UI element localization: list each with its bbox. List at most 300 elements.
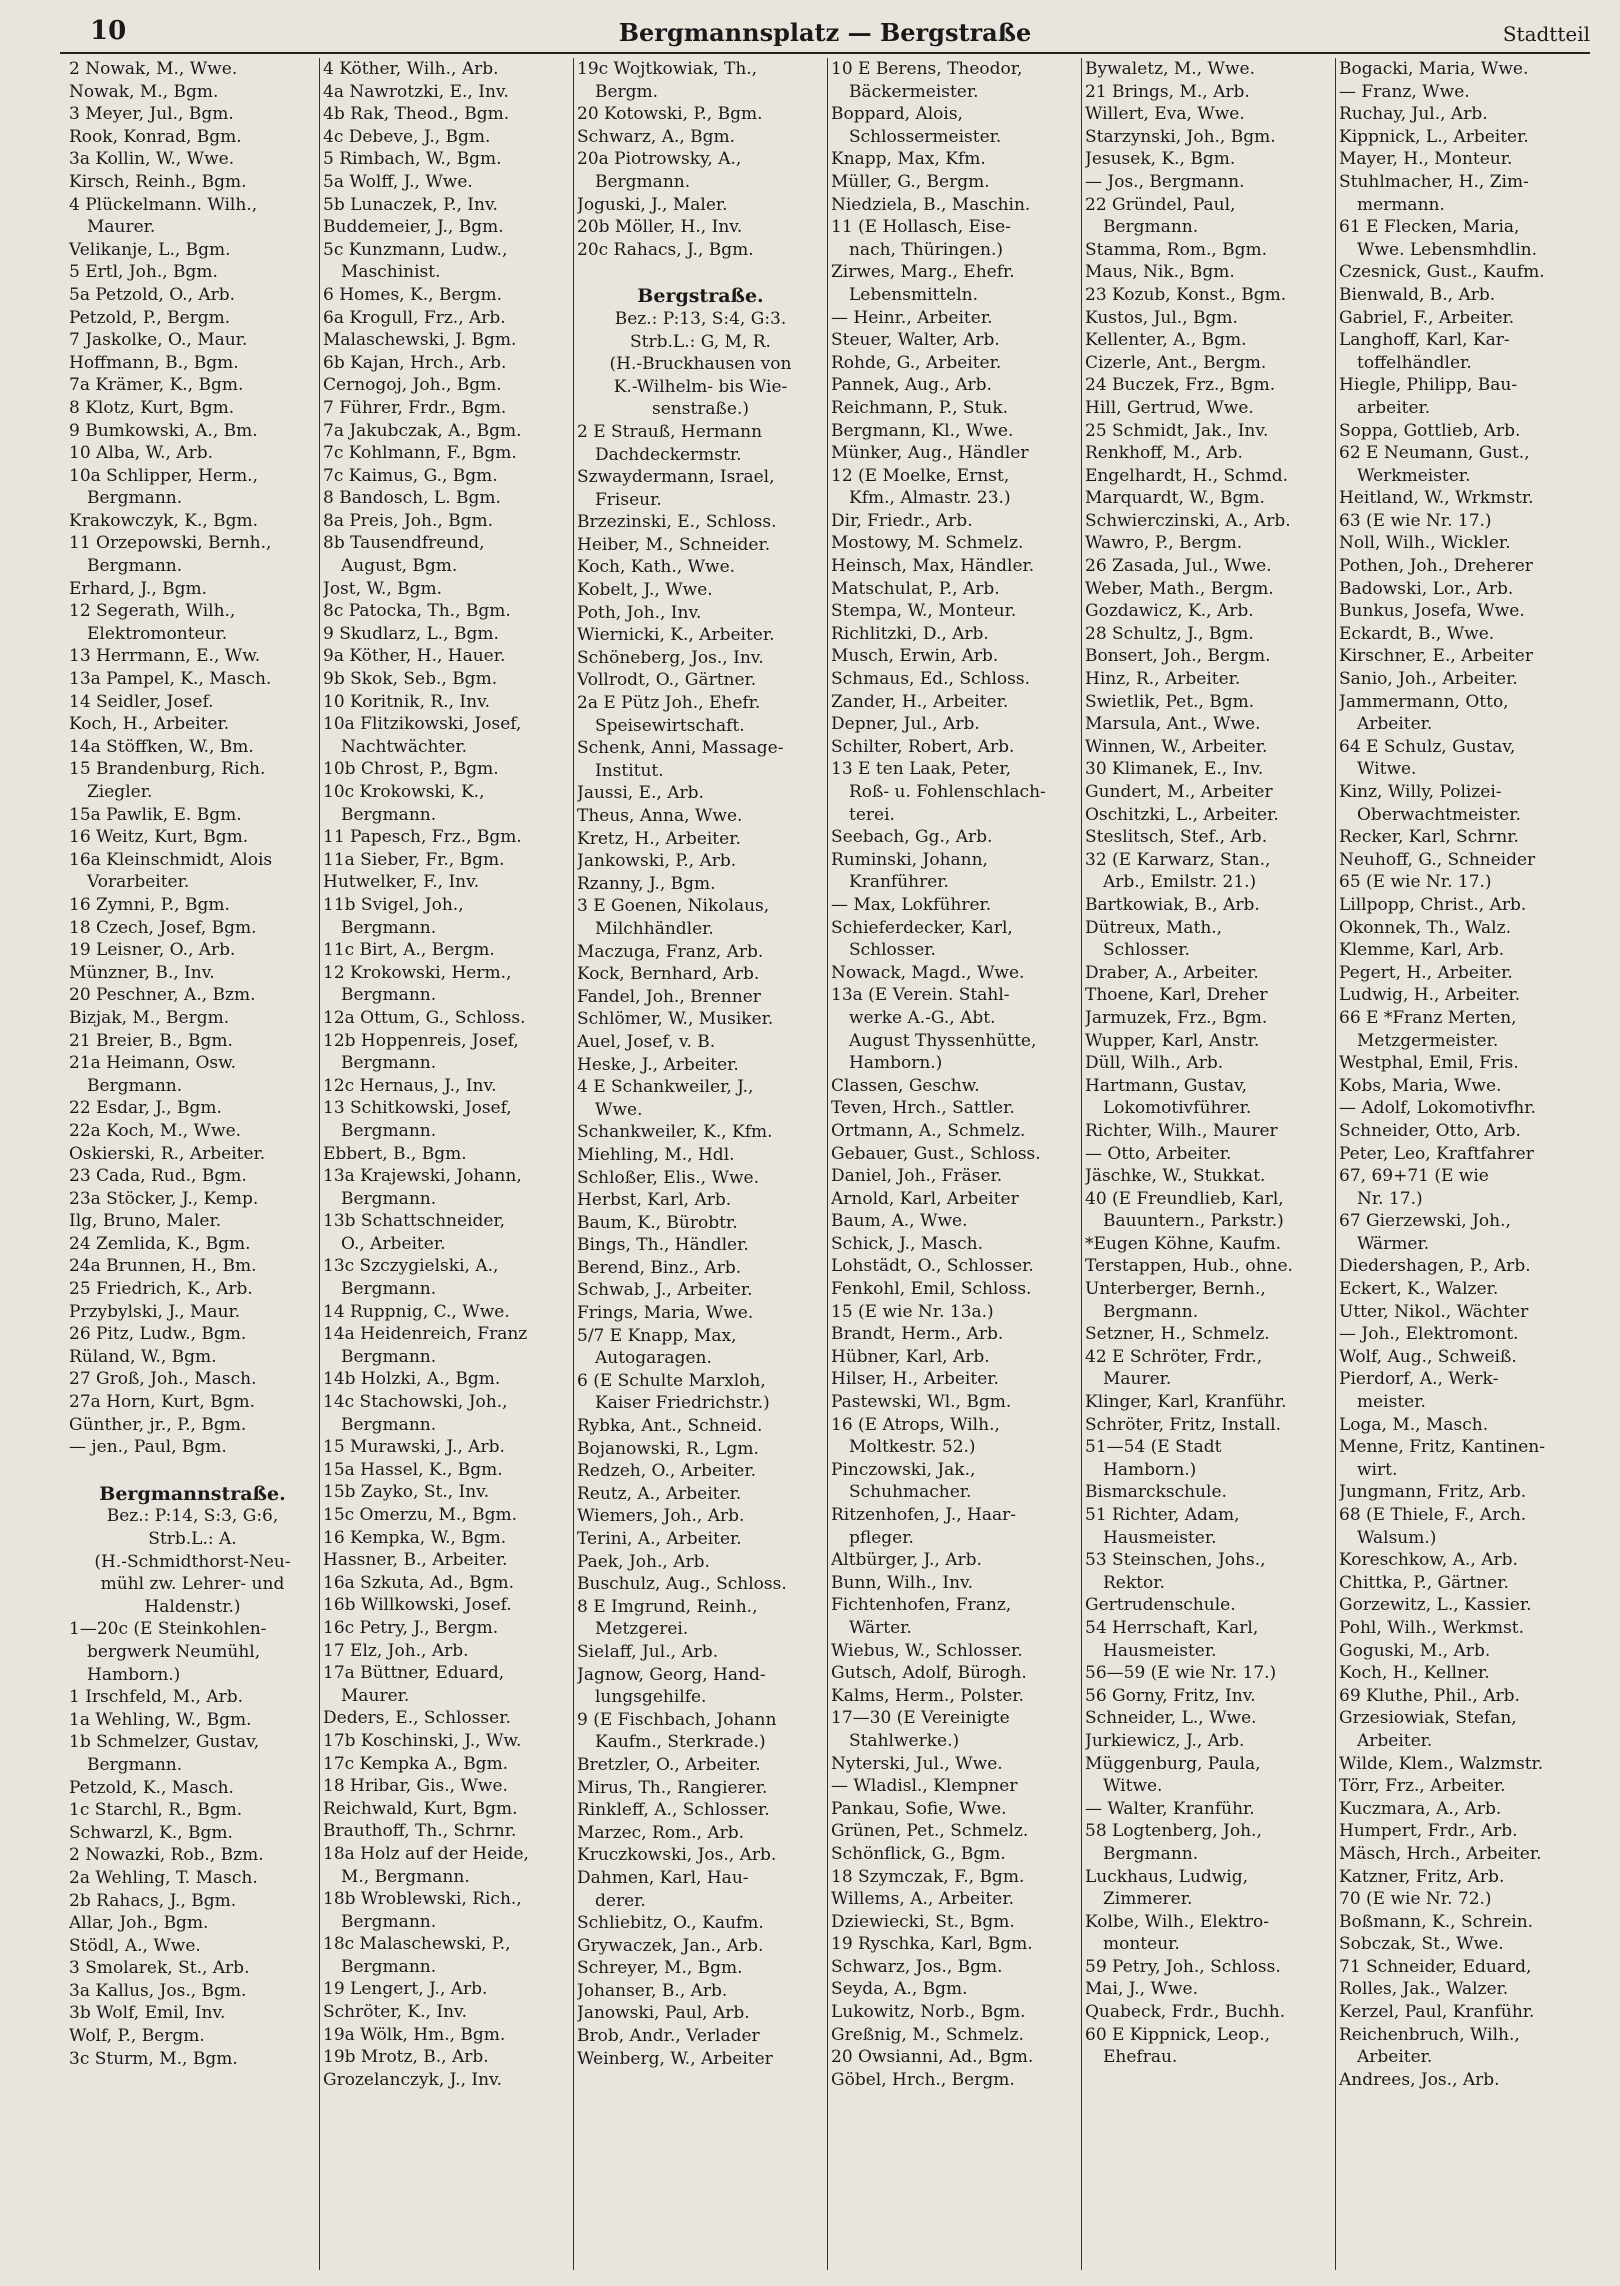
directory-entry: Allar, Joh., Bgm. xyxy=(69,1913,209,1934)
directory-entry: 16 Kempka, W., Bgm. xyxy=(323,1527,507,1548)
directory-entry: Schwarz, Jos., Bgm. xyxy=(831,1956,1003,1977)
directory-entry: Redzeh, O., Arbeiter. xyxy=(577,1461,757,1482)
directory-entry: Schick, J., Masch. xyxy=(831,1233,984,1254)
directory-entry: Kalms, Herm., Polster. xyxy=(831,1685,1024,1706)
directory-entry: Ebbert, B., Bgm. xyxy=(323,1143,467,1164)
directory-entry: 13 Herrmann, E., Ww. xyxy=(69,646,261,667)
directory-entry: Nowack, Magd., Wwe. xyxy=(831,962,1025,983)
directory-entry: 25 Schmidt, Jak., Inv. xyxy=(1085,420,1269,441)
directory-entry: Müggenburg, Paula, xyxy=(1085,1753,1261,1774)
directory-entry: 65 (E wie Nr. 17.) xyxy=(1339,872,1492,893)
page-number: 10 xyxy=(90,16,127,46)
directory-entry: (H.-Bruckhausen von xyxy=(609,354,792,375)
directory-entry: Koreschkow, A., Arb. xyxy=(1339,1550,1518,1571)
directory-entry: Petzold, K., Masch. xyxy=(69,1777,234,1798)
column-3 xyxy=(574,58,828,2270)
directory-entry: Miehling, M., Hdl. xyxy=(577,1144,735,1165)
directory-entry: 3 Smolarek, St., Arb. xyxy=(69,1958,250,1979)
directory-entry: Speisewirtschaft. xyxy=(595,715,745,736)
directory-entry: Hausmeister. xyxy=(1103,1640,1217,1661)
directory-entry: Bergmann. xyxy=(87,1075,183,1096)
directory-entry: Rolles, Jak., Walzer. xyxy=(1339,1979,1509,2000)
directory-entry: 3a Kollin, W., Wwe. xyxy=(69,149,235,170)
directory-entry: Ruminski, Johann, xyxy=(831,849,988,870)
directory-entry: Maczuga, Franz, Arb. xyxy=(577,941,764,962)
directory-entry: Terini, A., Arbeiter. xyxy=(577,1529,742,1549)
directory-entry: Kuczmara, A., Arb. xyxy=(1339,1798,1502,1819)
directory-entry: Bergmann. xyxy=(341,1120,437,1141)
directory-entry: Poth, Joh., Inv. xyxy=(577,602,702,623)
directory-entry: Mayer, H., Monteur. xyxy=(1339,149,1513,170)
directory-entry: 14 Ruppnig, C., Wwe. xyxy=(323,1301,510,1322)
directory-entry: 6b Kajan, Hrch., Arb. xyxy=(323,352,507,373)
directory-entry: Wwe. Lebensmhdlin. xyxy=(1357,239,1538,260)
directory-entry: Walsum.) xyxy=(1357,1527,1437,1548)
directory-entry: 7 Jaskolke, O., Maur. xyxy=(69,330,248,351)
directory-entry: Schröter, Fritz, Install. xyxy=(1085,1414,1282,1435)
directory-entry: Pastewski, Wl., Bgm. xyxy=(831,1392,1012,1413)
directory-entry: 3 Meyer, Jul., Bgm. xyxy=(69,104,234,125)
directory-entry: 16 (E Atrops, Wilh., xyxy=(831,1414,1000,1435)
directory-entry: 15b Zayko, St., Inv. xyxy=(323,1482,490,1503)
directory-entry: Günther, jr., P., Bgm. xyxy=(69,1414,247,1435)
directory-entry: Mostowy, M. Schmelz. xyxy=(831,533,1024,554)
directory-entry: Kobelt, J., Wwe. xyxy=(577,580,713,601)
directory-entry: Bismarckschule. xyxy=(1085,1482,1227,1503)
directory-entry: Schwarzl, K., Bgm. xyxy=(69,1822,233,1843)
directory-entry: Pannek, Aug., Arb. xyxy=(831,375,992,396)
directory-entry: 9a Köther, H., Hauer. xyxy=(323,646,506,667)
directory-entry: Arbeiter. xyxy=(1357,714,1433,735)
directory-entry: Lillpopp, Christ., Arb. xyxy=(1339,894,1527,915)
directory-entry: 21a Heimann, Osw. xyxy=(69,1053,237,1074)
directory-entry: Boppard, Alois, xyxy=(831,104,963,125)
directory-entry: Bergmann. xyxy=(87,488,183,509)
directory-entry: 6 (E Schulte Marxloh, xyxy=(577,1370,766,1391)
directory-entry: Düll, Wilh., Arb. xyxy=(1085,1053,1224,1074)
directory-entry: 19 Leisner, O., Arb. xyxy=(69,940,236,961)
directory-entry: 40 (E Freundlieb, Karl, xyxy=(1085,1188,1284,1209)
directory-entry: Richlitzki, D., Arb. xyxy=(831,623,989,644)
directory-entry: Arbeiter. xyxy=(1357,2047,1433,2068)
directory-entry: Teven, Hrch., Sattler. xyxy=(831,1098,1015,1119)
directory-entry: Kolbe, Wilh., Elektro- xyxy=(1085,1911,1270,1932)
directory-entry: Andrees, Jos., Arb. xyxy=(1339,2069,1500,2090)
directory-entry: Schwarz, A., Bgm. xyxy=(577,126,736,147)
directory-entry: Brandt, Herm., Arb. xyxy=(831,1324,1004,1345)
directory-entry: 13a Krajewski, Johann, xyxy=(323,1166,522,1187)
directory-entry: 3b Wolf, Emil, Inv. xyxy=(69,2003,226,2024)
directory-entry: 51—54 (E Stadt xyxy=(1085,1437,1222,1458)
directory-entry: Bez.: P:14, S:3, G:6, xyxy=(106,1506,279,1527)
directory-entry: nach, Thüringen.) xyxy=(849,239,1004,260)
directory-entry: 26 Pitz, Ludw., Bgm. xyxy=(69,1324,247,1345)
directory-entry: Heitland, W., Wrkmstr. xyxy=(1339,488,1534,509)
directory-entry: Krakowczyk, K., Bgm. xyxy=(69,510,259,531)
directory-entry: Roß- u. Fohlenschlach- xyxy=(849,782,1046,802)
directory-entry: Stempa, W., Monteur. xyxy=(831,601,1017,622)
directory-entry: Richter, Wilh., Maurer xyxy=(1085,1120,1278,1141)
directory-entry: Klinger, Karl, Kranführ. xyxy=(1085,1392,1287,1413)
directory-entry: 53 Steinschen, Johs., xyxy=(1085,1550,1266,1571)
directory-entry: Rektor. xyxy=(1103,1572,1165,1593)
directory-entry: Sobczak, St., Wwe. xyxy=(1339,1934,1504,1955)
directory-entry: 10 Koritnik, R., Inv. xyxy=(323,691,491,712)
directory-entry: 58 Logtenberg, Joh., xyxy=(1085,1821,1262,1842)
directory-entry: 67, 69+71 (E wie xyxy=(1339,1166,1489,1187)
directory-entry: Münzner, B., Inv. xyxy=(69,962,215,983)
directory-entry: Schröter, K., Inv. xyxy=(323,2002,468,2023)
directory-entry: Schöneberg, Jos., Inv. xyxy=(577,647,764,668)
directory-entry: Gertrudenschule. xyxy=(1085,1595,1236,1616)
directory-entry: Mirus, Th., Rangierer. xyxy=(577,1777,768,1798)
directory-entry: Utter, Nikol., Wächter xyxy=(1339,1301,1529,1322)
directory-entry: Schneider, Otto, Arb. xyxy=(1339,1120,1521,1141)
directory-entry: Recker, Karl, Schrnr. xyxy=(1339,827,1519,848)
directory-entry: Niedziela, B., Maschin. xyxy=(831,194,1031,215)
directory-entry: Marquardt, W., Bgm. xyxy=(1085,488,1265,509)
directory-entry: Friseur. xyxy=(595,489,662,510)
directory-entry: Chittka, P., Gärtner. xyxy=(1339,1572,1509,1593)
directory-entry: 8a Preis, Joh., Bgm. xyxy=(323,510,494,531)
directory-entry: 4 Plückelmann. Wilh., xyxy=(69,194,258,215)
directory-entry: Katzner, Fritz, Arb. xyxy=(1339,1866,1505,1887)
directory-entry: Zimmerer. xyxy=(1103,1889,1193,1910)
directory-entry: Maschinist. xyxy=(341,262,441,283)
directory-entry: 9b Skok, Seb., Bgm. xyxy=(323,669,498,690)
directory-entry: 19c Wojtkowiak, Th., xyxy=(577,59,758,79)
directory-entry: Gutsch, Adolf, Bürogh. xyxy=(831,1663,1027,1684)
directory-entry: Reichenbruch, Wilh., xyxy=(1339,2024,1520,2045)
directory-entry: Arbeiter. xyxy=(1357,1730,1433,1751)
directory-entry: Bunn, Wilh., Inv. xyxy=(831,1572,974,1593)
directory-entry: — Heinr., Arbeiter. xyxy=(831,307,993,328)
directory-entry: Schreyer, M., Bgm. xyxy=(577,1958,743,1979)
directory-entry: — Wladisl., Klempner xyxy=(831,1776,1018,1797)
directory-entry: Grywaczek, Jan., Arb. xyxy=(577,1935,764,1956)
directory-entry: 10 Alba, W., Arb. xyxy=(69,443,213,464)
directory-entry: Terstappen, Hub., ohne. xyxy=(1085,1256,1293,1277)
directory-entry: Schwab, J., Arbeiter. xyxy=(577,1280,753,1301)
directory-entry: Kinz, Willy, Polizei- xyxy=(1339,782,1502,802)
directory-entry: Lebensmitteln. xyxy=(849,284,979,305)
directory-entry: Schloßer, Elis., Wwe. xyxy=(577,1167,759,1188)
directory-entry: Willert, Eva, Wwe. xyxy=(1085,104,1245,125)
directory-entry: 8 Klotz, Kurt, Bgm. xyxy=(69,397,235,418)
directory-entry: 15a Pawlik, E. Bgm. xyxy=(69,804,242,825)
directory-entry: Herbst, Karl, Arb. xyxy=(577,1190,732,1211)
directory-entry: 24a Brunnen, H., Bm. xyxy=(69,1256,257,1277)
directory-entry: K.-Wilhelm- bis Wie- xyxy=(613,376,788,397)
directory-entry: 15a Hassel, K., Bgm. xyxy=(323,1459,503,1480)
directory-entry: Greßnig, M., Schmelz. xyxy=(831,2024,1024,2045)
directory-entry: 8 Bandosch, L. Bgm. xyxy=(323,488,501,509)
directory-entry: Ziegler. xyxy=(87,782,153,802)
directory-entry: Sielaff, Jul., Arb. xyxy=(577,1641,719,1662)
directory-entry: Bergmann. xyxy=(341,1414,437,1435)
directory-entry: Bergmann. xyxy=(341,1279,437,1300)
directory-entry: 30 Klimanek, E., Inv. xyxy=(1085,759,1264,780)
directory-entry: Buddemeier, J., Bgm. xyxy=(323,217,504,238)
directory-entry: Schilter, Robert, Arb. xyxy=(831,736,1015,757)
directory-entry: Arnold, Karl, Arbeiter xyxy=(831,1188,1019,1209)
directory-entry: Schlossermeister. xyxy=(849,126,1002,147)
directory-entry: 18b Wroblewski, Rich., xyxy=(323,1889,522,1910)
column-4 xyxy=(828,58,1082,2270)
directory-entry: Bergmann. xyxy=(341,985,437,1006)
directory-entry: Thoene, Karl, Dreher xyxy=(1085,985,1268,1006)
directory-entry: Ritzenhofen, J., Haar- xyxy=(831,1505,1016,1525)
directory-entry: Strb.L.: G, M, R. xyxy=(630,331,771,352)
directory-entry: Kock, Bernhard, Arb. xyxy=(577,964,760,985)
directory-entry: Kfm., Almastr. 23.) xyxy=(849,488,1011,509)
directory-entry: Altbürger, J., Arb. xyxy=(831,1550,982,1571)
directory-entry: Dir, Friedr., Arb. xyxy=(831,510,973,531)
directory-entry: 9 Skudlarz, L., Bgm. xyxy=(323,623,499,644)
directory-entry: Fichtenhofen, Franz, xyxy=(831,1595,1012,1616)
directory-entry: Baum, A., Wwe. xyxy=(831,1211,968,1232)
directory-entry: Stuhlmacher, H., Zim- xyxy=(1339,171,1529,192)
directory-entry: 1—20c (E Steinkohlen- xyxy=(69,1619,267,1640)
directory-entry: 60 E Kippnick, Leop., xyxy=(1085,2024,1271,2045)
directory-entry: Setzner, H., Schmelz. xyxy=(1085,1324,1270,1345)
directory-entry: 19 Ryschka, Karl, Bgm. xyxy=(831,1934,1033,1955)
directory-entry: Reichwald, Kurt, Bgm. xyxy=(323,1798,518,1819)
directory-entry: Klemme, Karl, Arb. xyxy=(1339,940,1505,961)
directory-entry: 21 Breier, B., Bgm. xyxy=(69,1030,233,1051)
directory-entry: 21 Brings, M., Arb. xyxy=(1085,81,1250,102)
directory-entry: 15 Murawski, J., Arb. xyxy=(323,1437,505,1458)
directory-entry: 10a Flitzikowski, Josef, xyxy=(323,714,522,735)
directory-entry: Peter, Leo, Kraftfahrer xyxy=(1339,1143,1534,1164)
directory-entry: Dachdeckermstr. xyxy=(595,444,742,465)
directory-entry: Eckardt, B., Wwe. xyxy=(1339,623,1495,644)
directory-entry: 71 Schneider, Eduard, xyxy=(1339,1956,1532,1977)
directory-entry: Czesnick, Gust., Kaufm. xyxy=(1339,262,1545,283)
directory-entry: Jurkiewicz, J., Arb. xyxy=(1085,1730,1245,1751)
directory-entry: Kirsch, Reinh., Bgm. xyxy=(69,171,247,192)
directory-entry: Hausmeister. xyxy=(1103,1527,1217,1548)
directory-entry: Hassner, B., Arbeiter. xyxy=(323,1550,508,1571)
directory-entry: Wiemers, Joh., Arb. xyxy=(577,1506,745,1527)
directory-entry: Boßmann, K., Schrein. xyxy=(1339,1911,1534,1932)
directory-entry: Velikanje, L., Bgm. xyxy=(69,239,231,260)
directory-entry: Jesusek, K., Bgm. xyxy=(1085,149,1236,170)
directory-entry: 16 Zymni, P., Bgm. xyxy=(69,894,230,915)
directory-entry: Schliebitz, O., Kaufm. xyxy=(577,1913,764,1934)
header-district: Stadtteil xyxy=(1502,22,1590,46)
directory-entry: Reichmann, P., Stuk. xyxy=(831,397,1009,418)
directory-entry: Berend, Binz., Arb. xyxy=(577,1257,742,1278)
directory-entry: 63 (E wie Nr. 17.) xyxy=(1339,510,1492,531)
directory-entry: — Otto, Arbeiter. xyxy=(1085,1143,1232,1164)
directory-entry: Schankweiler, K., Kfm. xyxy=(577,1122,773,1143)
directory-entry: 18a Holz auf der Heide, xyxy=(323,1843,529,1864)
directory-entry: 23 Cada, Rud., Bgm. xyxy=(69,1166,247,1187)
directory-entry: Nowak, M., Bgm. xyxy=(69,81,219,102)
directory-entry: Wiebus, W., Schlosser. xyxy=(831,1640,1023,1661)
directory-entry: Steuer, Walter, Arb. xyxy=(831,330,1000,351)
directory-entry: Schuhmacher. xyxy=(849,1482,972,1503)
directory-entry: Musch, Erwin, Arb. xyxy=(831,646,999,667)
directory-entry: Marsula, Ant., Wwe. xyxy=(1085,714,1261,735)
directory-entry: Lokomotivführer. xyxy=(1103,1098,1252,1119)
directory-entry: Brauthoff, Th., Schrnr. xyxy=(323,1821,517,1842)
directory-entry: Bergmann. xyxy=(1103,1301,1199,1322)
directory-entry: Ruchay, Jul., Arb. xyxy=(1339,104,1488,125)
directory-entry: Hamborn.) xyxy=(1103,1459,1197,1480)
directory-entry: 14c Stachowski, Joh., xyxy=(323,1392,508,1413)
directory-entry: Szwaydermann, Israel, xyxy=(577,467,775,488)
directory-entry: 12c Hernaus, J., Inv. xyxy=(323,1075,497,1096)
directory-entry: 7 Führer, Frdr., Bgm. xyxy=(323,397,507,418)
directory-entry: 13 Schitkowski, Josef, xyxy=(323,1098,512,1119)
directory-entry: Knapp, Max, Kfm. xyxy=(831,149,986,170)
directory-entry: 11a Sieber, Fr., Bgm. xyxy=(323,849,505,870)
directory-entry: Wiernicki, K., Arbeiter. xyxy=(577,625,775,646)
directory-entry: Draber, A., Arbeiter. xyxy=(1085,962,1259,983)
directory-entry: 24 Buczek, Frz., Bgm. xyxy=(1085,375,1276,396)
directory-entry: Bretzler, O., Arbeiter. xyxy=(577,1754,761,1775)
directory-entry: Bergmann. xyxy=(1103,1843,1199,1864)
directory-entry: Bergmann. xyxy=(87,556,183,577)
directory-entry: Baum, K., Bürobtr. xyxy=(577,1212,738,1233)
directory-entry: Bunkus, Josefa, Wwe. xyxy=(1339,601,1525,622)
directory-entry: 14 Seidler, Josef. xyxy=(69,691,214,712)
directory-entry: Kippnick, L., Arbeiter. xyxy=(1339,126,1529,147)
directory-entry: 17—30 (E Vereinigte xyxy=(831,1708,1010,1729)
page-title: Bergmannsplatz — Bergstraße xyxy=(618,18,1032,47)
directory-entry: — Max, Lokführer. xyxy=(831,894,992,915)
directory-entry: Nr. 17.) xyxy=(1357,1188,1423,1209)
directory-entry: Gorzewitz, L., Kassier. xyxy=(1339,1595,1532,1616)
directory-entry: Hinz, R., Arbeiter. xyxy=(1085,669,1241,690)
directory-entry: Gozdawicz, K., Arb. xyxy=(1085,601,1254,622)
directory-entry: Oskierski, R., Arbeiter. xyxy=(69,1143,266,1164)
directory-entry: Institut. xyxy=(595,760,664,781)
directory-entry: Bergmann. xyxy=(341,917,437,938)
directory-entry: 27a Horn, Kurt, Bgm. xyxy=(69,1392,256,1413)
directory-entry: Hamborn.) xyxy=(87,1664,181,1685)
directory-entry: 5b Lunaczek, P., Inv. xyxy=(323,194,498,215)
directory-entry: 3a Kallus, Jos., Bgm. xyxy=(69,1980,247,2001)
directory-entry: 2 Nowazki, Rob., Bzm. xyxy=(69,1845,264,1866)
directory-entry: Fenkohl, Emil, Schloss. xyxy=(831,1279,1032,1300)
directory-entry: Brzezinski, E., Schloss. xyxy=(577,512,777,533)
directory-entry: 2 E Strauß, Hermann xyxy=(577,421,763,442)
directory-entry: Bergm. xyxy=(595,81,659,102)
directory-entry: 28 Schultz, J., Bgm. xyxy=(1085,623,1254,644)
directory-entry: Nyterski, Jul., Wwe. xyxy=(831,1753,1003,1774)
directory-entry: Jost, W., Bgm. xyxy=(323,578,443,599)
directory-entry: Rüland, W., Bgm. xyxy=(69,1346,217,1367)
directory-entry: Auel, Josef, v. B. xyxy=(577,1031,716,1052)
directory-entry: Luckhaus, Ludwig, xyxy=(1085,1866,1249,1887)
directory-entry: Theus, Anna, Wwe. xyxy=(577,806,743,826)
directory-entry: 17b Koschinski, J., Ww. xyxy=(323,1730,522,1751)
directory-entry: 10a Schlipper, Herm., xyxy=(69,465,258,486)
directory-entry: Koch, Kath., Wwe. xyxy=(577,557,736,578)
directory-entry: Pohl, Wilh., Werkmst. xyxy=(1339,1617,1525,1638)
directory-entry: 17a Büttner, Eduard, xyxy=(323,1663,505,1684)
directory-entry: Buschulz, Aug., Schloss. xyxy=(577,1574,787,1595)
directory-entry: 3c Sturm, M., Bgm. xyxy=(69,2048,238,2069)
directory-entry: Schönflick, G., Bgm. xyxy=(831,1843,1006,1864)
directory-entry: 7c Kohlmann, F., Bgm. xyxy=(323,443,517,464)
directory-entry: 1c Starchl, R., Bgm. xyxy=(69,1800,243,1821)
directory-entry: Willems, A., Arbeiter. xyxy=(831,1889,1015,1910)
directory-entry: 5c Kunzmann, Ludw., xyxy=(323,239,508,260)
directory-entry: Mai, J., Wwe. xyxy=(1085,1979,1198,2000)
directory-entry: Kruczkowski, Jos., Arb. xyxy=(577,1845,777,1866)
directory-entry: Starzynski, Joh., Bgm. xyxy=(1085,126,1276,147)
directory-entry: Winnen, W., Arbeiter. xyxy=(1085,736,1268,757)
directory-entry: 10c Krokowski, K., xyxy=(323,782,485,802)
directory-entry: Wawro, P., Bergm. xyxy=(1085,533,1243,554)
directory-entry: 6a Krogull, Frz., Arb. xyxy=(323,307,506,328)
directory-entry: 18 Szymczak, F., Bgm. xyxy=(831,1866,1025,1887)
directory-entry: Schlömer, W., Musiker. xyxy=(577,1009,774,1030)
columns-container xyxy=(66,58,1590,2270)
directory-entry: Witwe. xyxy=(1103,1776,1163,1797)
directory-entry: 51 Richter, Adam, xyxy=(1085,1505,1240,1525)
directory-entry: Grozelanczyk, J., Inv. xyxy=(323,2069,503,2090)
directory-entry: Bauuntern., Parkstr.) xyxy=(1103,1211,1284,1232)
directory-entry: Zirwes, Marg., Ehefr. xyxy=(831,262,1015,283)
directory-entry: 8b Tausendfreund, xyxy=(323,533,485,554)
directory-entry: 5 Rimbach, W., Bgm. xyxy=(323,149,502,170)
directory-entry: arbeiter. xyxy=(1357,397,1431,418)
directory-entry: Weinberg, W., Arbeiter xyxy=(577,2048,773,2069)
directory-entry: 22 Esdar, J., Bgm. xyxy=(69,1098,222,1119)
directory-entry: Pankau, Sofie, Wwe. xyxy=(831,1798,1007,1819)
directory-entry: pfleger. xyxy=(849,1527,914,1548)
directory-entry: Hilser, H., Arbeiter. xyxy=(831,1369,999,1390)
directory-entry: Paek, Joh., Arb. xyxy=(577,1551,710,1572)
directory-entry: 17 Elz, Joh., Arb. xyxy=(323,1640,469,1661)
directory-entry: 13c Szczygielski, A., xyxy=(323,1256,499,1277)
directory-entry: — Joh., Elektromont. xyxy=(1339,1324,1519,1345)
directory-entry: 1 Irschfeld, M., Arb. xyxy=(69,1687,244,1708)
directory-entry: Gabriel, F., Arbeiter. xyxy=(1339,307,1515,328)
directory-entry: Wwe. xyxy=(595,1099,643,1120)
directory-entry: Kerzel, Paul, Kranführ. xyxy=(1339,2002,1535,2023)
directory-entry: Dütreux, Math., xyxy=(1085,917,1223,938)
column-1 xyxy=(66,58,320,2270)
directory-entry: Lukowitz, Norb., Bgm. xyxy=(831,2002,1026,2023)
directory-entry: Cizerle, Ant., Bergm. xyxy=(1085,352,1267,373)
directory-entry: Wilde, Klem., Walzmstr. xyxy=(1339,1753,1544,1774)
directory-entry: 11c Birt, A., Bergm. xyxy=(323,940,495,961)
directory-entry: 20b Möller, H., Inv. xyxy=(577,217,743,238)
directory-entry: Bäckermeister. xyxy=(849,81,979,102)
directory-entry: Bergmann. xyxy=(341,1053,437,1074)
directory-entry: Engelhardt, H., Schmd. xyxy=(1085,465,1289,486)
street-heading: Bergmannstraße. xyxy=(99,1482,286,1505)
directory-entry: 7c Kaimus, G., Bgm. xyxy=(323,465,498,486)
directory-entry: Classen, Geschw. xyxy=(831,1075,980,1096)
directory-entry: 5/7 E Knapp, Max, xyxy=(577,1325,737,1346)
directory-entry: Mäsch, Hrch., Arbeiter. xyxy=(1339,1843,1542,1864)
directory-entry: Soppa, Gottlieb, Arb. xyxy=(1339,420,1521,441)
directory-entry: — Walter, Kranführ. xyxy=(1085,1798,1255,1819)
directory-entry: 1a Wehling, W., Bgm. xyxy=(69,1709,252,1730)
directory-entry: 8c Patocka, Th., Bgm. xyxy=(323,601,511,622)
directory-entry: Badowski, Lor., Arb. xyxy=(1339,578,1514,599)
directory-entry: Bywaletz, M., Wwe. xyxy=(1085,59,1255,79)
directory-entry: Jaussi, E., Arb. xyxy=(577,783,704,804)
directory-entry: 70 (E wie Nr. 72.) xyxy=(1339,1889,1492,1910)
